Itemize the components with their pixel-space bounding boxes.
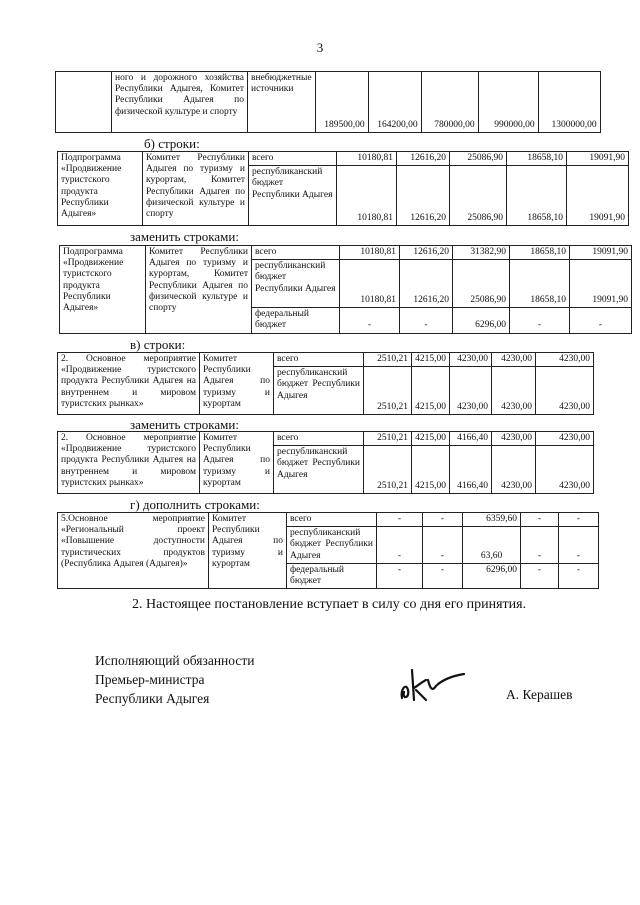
value-cell: 18658,10 (507, 152, 567, 166)
value-cell: 18658,10 (510, 246, 570, 260)
value-cell: 12616,20 (400, 246, 453, 260)
source-cell: внебюджетные источники (248, 72, 316, 133)
value-cell: 4166,40 (450, 446, 492, 494)
source-cell: всего (274, 432, 364, 446)
value-cell: - (377, 513, 423, 527)
value-cell: 19091,90 (567, 152, 629, 166)
value-cell: 4230,00 (536, 446, 594, 494)
program-name-cell: Подпрограмма «Продвижение туристского продукта Республики Адыгея» (58, 152, 143, 226)
value-cell: - (521, 527, 559, 564)
value-cell: 1300000,00 (538, 72, 600, 133)
signature-title-line: Премьер-министра (95, 672, 205, 687)
value-cell: 4215,00 (412, 446, 450, 494)
value-cell: 4230,00 (492, 367, 536, 415)
value-cell: 4230,00 (536, 367, 594, 415)
paragraph-2: 2. Настоящее постановление вступает в силу со дня его принятия. (132, 597, 527, 612)
value-cell: 6296,00 (453, 308, 510, 333)
heading-g: г) дополнить строками: (130, 497, 260, 512)
value-cell: - (559, 527, 599, 564)
value-cell: 12616,20 (400, 260, 453, 308)
heading-b-replace: заменить строками: (130, 229, 239, 244)
table-top (55, 71, 601, 133)
program-cell: ного и дорожного хозяйства Республики Адыгея, Комитет Республики Адыгея по физической культуре и спорту (112, 72, 248, 133)
program-name-cell: 5.Основное мероприятие «Региональный проект «Повышение доступности туристических продуктов (Республика Адыгея (Адыгея)» (58, 513, 209, 589)
executor-cell: Комитет Республики Адыгея по туризму и курортам, Комитет Республики Адыгея по физической культуре и спорту (146, 246, 252, 334)
value-cell: 18658,10 (510, 260, 570, 308)
value-cell: 10180,81 (337, 166, 397, 226)
source-cell: федеральный бюджет (287, 563, 377, 588)
signature-title-line: Республики Адыгея (95, 691, 210, 706)
program-name-cell: 2. Основное мероприятие «Продвижение туристского продукта Республики Адыгея на внутреннем и мировом туристских рынках» (58, 353, 200, 415)
executor-cell: Комитет Республики Адыгея по туризму и курортам (209, 513, 287, 589)
value-cell: 10180,81 (340, 246, 400, 260)
value-cell: 4230,00 (450, 367, 492, 415)
value-cell: 4230,00 (536, 432, 594, 446)
value-cell: 18658,10 (507, 166, 567, 226)
value-cell: 2510,21 (364, 432, 412, 446)
value-cell: - (559, 513, 599, 527)
value-cell: 25086,90 (453, 260, 510, 308)
value-cell: 12616,20 (397, 152, 450, 166)
value-cell: 19091,90 (567, 166, 629, 226)
source-cell: республиканский бюджет Республики Адыгея (274, 446, 364, 494)
value-cell: 4215,00 (412, 432, 450, 446)
value-cell: 6296,00 (463, 563, 521, 588)
value-cell: 25086,90 (450, 152, 507, 166)
value-cell: - (521, 563, 559, 588)
value-cell: 25086,90 (450, 166, 507, 226)
program-name-cell: Подпрограмма «Продвижение туристского продукта Республики Адыгея» (60, 246, 146, 334)
heading-v: в) строки: (130, 337, 186, 352)
handwritten-signature (392, 660, 472, 710)
source-cell: всего (252, 246, 340, 260)
value-cell: 10180,81 (337, 152, 397, 166)
source-cell: всего (274, 353, 364, 367)
source-cell: федеральный бюджет (252, 308, 340, 333)
signature-title-line: Исполняющий обязанности (95, 653, 255, 668)
source-cell: всего (249, 152, 337, 166)
value-cell: - (400, 308, 453, 333)
value-cell: 19091,90 (570, 246, 632, 260)
value-cell: - (377, 563, 423, 588)
value-cell: - (423, 513, 463, 527)
value-cell: 4230,00 (492, 432, 536, 446)
table-b2 (59, 245, 632, 334)
value-cell: - (510, 308, 570, 333)
heading-v-replace: заменить строками: (130, 417, 239, 432)
value-cell: - (377, 527, 423, 564)
value-cell: 4215,00 (412, 367, 450, 415)
signature-block (95, 651, 254, 708)
value-cell: 2510,21 (364, 367, 412, 415)
value-cell: 990000,00 (478, 72, 538, 133)
table-b (57, 151, 629, 226)
value-cell: 4215,00 (412, 353, 450, 367)
value-cell: 4230,00 (450, 353, 492, 367)
value-cell: 63,60 (463, 527, 521, 564)
source-cell: республиканский бюджет Республики Адыгея (249, 166, 337, 226)
signatory-name: А. Керашев (506, 687, 573, 702)
table-v (57, 352, 594, 415)
executor-cell: Комитет Республики Адыгея по туризму и курортам, Комитет Республики Адыгея по физической культуре и спорту (143, 152, 249, 226)
value-cell: 4230,00 (492, 353, 536, 367)
value-cell: 10180,81 (340, 260, 400, 308)
page-number: 3 (316, 40, 324, 55)
value-cell: 2510,21 (364, 446, 412, 494)
heading-b: б) строки: (144, 136, 200, 151)
value-cell: - (423, 527, 463, 564)
cell-empty (56, 72, 112, 133)
value-cell: 4230,00 (536, 353, 594, 367)
source-cell: всего (287, 513, 377, 527)
value-cell: - (340, 308, 400, 333)
value-cell: 19091,90 (570, 260, 632, 308)
value-cell: 6359,60 (463, 513, 521, 527)
table-g (57, 512, 599, 589)
value-cell: 2510,21 (364, 353, 412, 367)
executor-cell: Комитет Республики Адыгея по туризму и курортам (200, 432, 274, 494)
source-cell: республиканский бюджет Республики Адыгея (287, 527, 377, 564)
value-cell: - (521, 513, 559, 527)
value-cell: - (559, 563, 599, 588)
value-cell: - (423, 563, 463, 588)
table-v2 (57, 431, 594, 494)
source-cell: республиканский бюджет Республики Адыгея (252, 260, 340, 308)
value-cell: 4230,00 (492, 446, 536, 494)
value-cell: - (570, 308, 632, 333)
value-cell: 12616,20 (397, 166, 450, 226)
value-cell: 31382,90 (453, 246, 510, 260)
value-cell: 780000,00 (421, 72, 478, 133)
value-cell: 189500,00 (315, 72, 368, 133)
value-cell: 164200,00 (368, 72, 421, 133)
executor-cell: Комитет Республики Адыгея по туризму и курортам (200, 353, 274, 415)
program-name-cell: 2. Основное мероприятие «Продвижение туристского продукта Республики Адыгея на внутреннем и мировом туристских рынках» (58, 432, 200, 494)
source-cell: республиканский бюджет Республики Адыгея (274, 367, 364, 415)
value-cell: 4166,40 (450, 432, 492, 446)
